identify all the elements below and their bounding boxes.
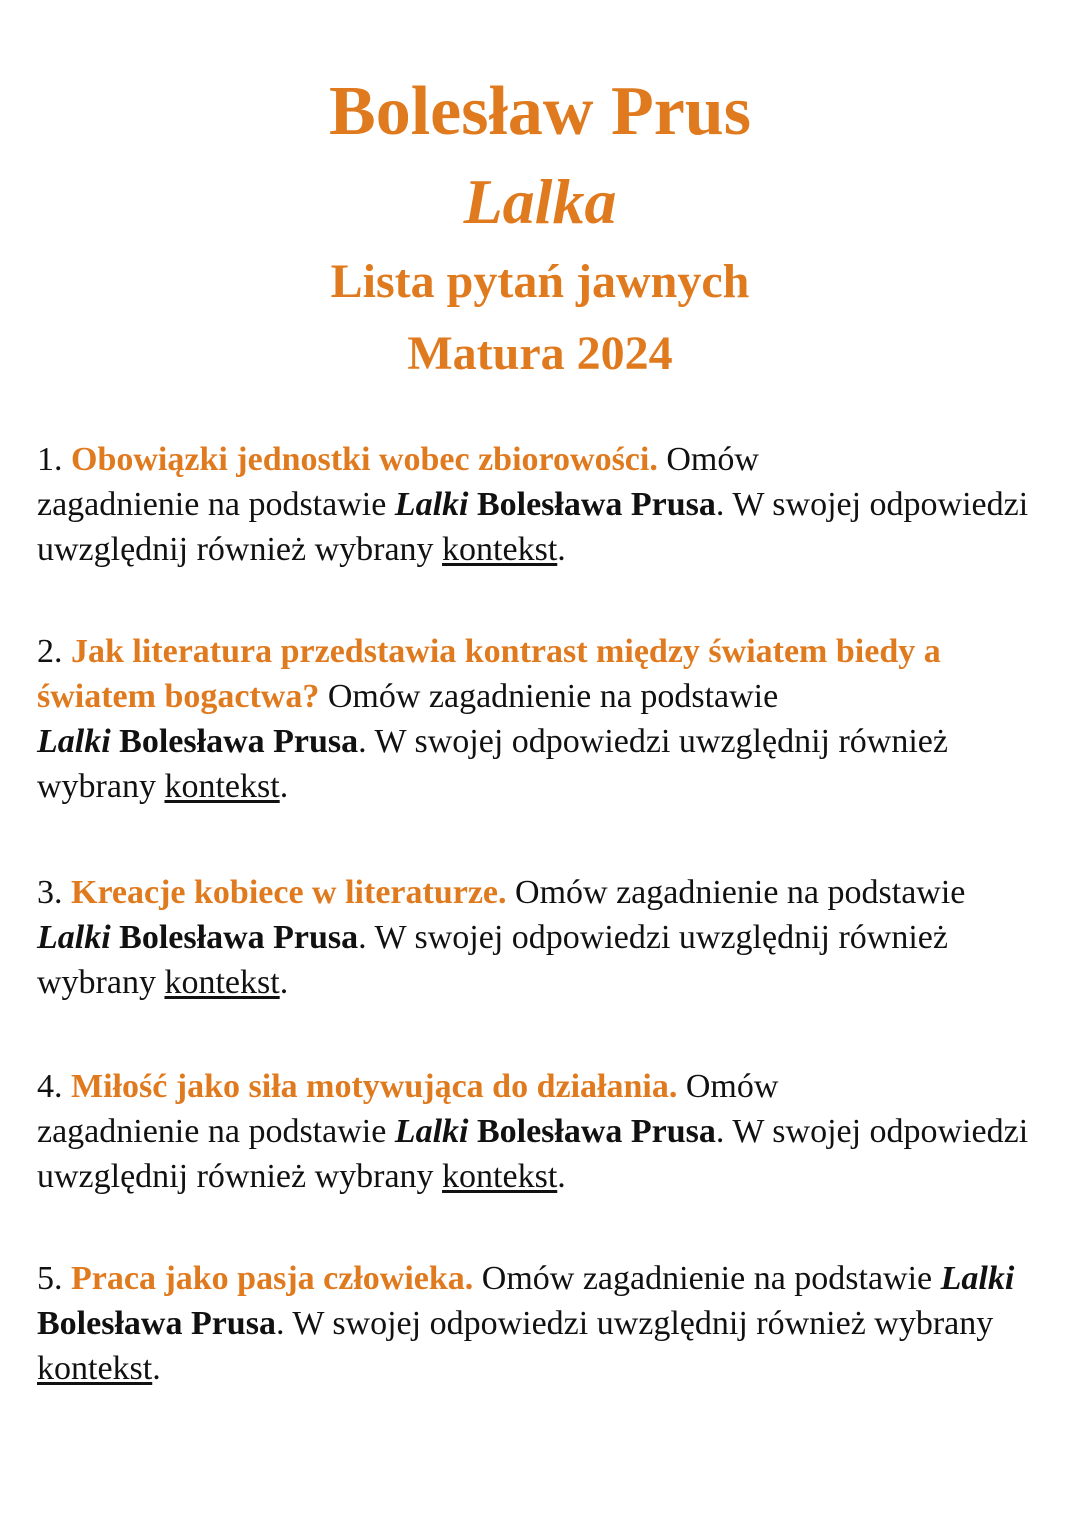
question-item: 3. Kreacje kobiece w literaturze. Omów zagadnienie na podstawie Lalki Bolesława Prusa. W swojej odpowiedzi uwzględnij również wybrany kontekst.: [37, 874, 966, 1001]
instruction-text: W swojej odpowiedzi uwzględnij również wybrany: [37, 486, 1029, 568]
context-link[interactable]: kontekst: [164, 964, 280, 1001]
context-link[interactable]: kontekst: [164, 768, 280, 805]
question-topic: Kreacje kobiece w literaturze.: [71, 874, 507, 911]
zagadnienie-text: zagadnienie na podstawie: [616, 874, 966, 911]
question-number: 5.: [37, 1260, 63, 1297]
book-title: Lalka: [463, 166, 617, 237]
omow-text: Omów: [481, 1260, 575, 1297]
author-name: Bolesława Prusa: [476, 1113, 716, 1150]
omow-text: Omów: [327, 678, 421, 715]
question-topic: Obowiązki jednostki wobec zbiorowości.: [71, 441, 658, 478]
context-link[interactable]: kontekst: [442, 531, 558, 568]
zagadnienie-text: zagadnienie na podstawie: [428, 678, 779, 715]
zagadnienie-text: zagadnienie na podstawie: [37, 1113, 387, 1150]
author-name: Bolesława Prusa: [37, 1305, 276, 1342]
context-link[interactable]: kontekst: [37, 1350, 153, 1387]
work-title: Lalki: [940, 1260, 1015, 1297]
question-number: 3.: [37, 874, 63, 911]
zagadnienie-text: zagadnienie na podstawie: [37, 486, 387, 523]
work-title: Lalki: [394, 486, 469, 523]
instruction-text: W swojej odpowiedzi uwzględnij również wybrany: [37, 1113, 1029, 1195]
question-item: 4. Miłość jako siła motywująca do działania. Omów zagadnienie na podstawie Lalki Bolesława Prusa. W swojej odpowiedzi uwzględnij również wybrany kontekst.: [37, 1068, 1029, 1195]
instruction-text: W swojej odpowiedzi uwzględnij również wybrany: [37, 723, 948, 805]
work-title: Lalki: [37, 919, 111, 956]
question-item: 5. Praca jako pasja człowieka. Omów zagadnienie na podstawie Lalki Bolesława Prusa. W swojej odpowiedzi uwzględnij również wybrany kontekst.: [37, 1260, 1015, 1387]
omow-text: Omów: [515, 874, 608, 911]
zagadnienie-text: zagadnienie na podstawie: [582, 1260, 933, 1297]
question-number: 4.: [37, 1068, 63, 1105]
question-item: 1. Obowiązki jednostki wobec zbiorowości. Omów zagadnienie na podstawie Lalki Bolesława Prusa. W swojej odpowiedzi uwzględnij również wybrany kontekst.: [37, 441, 1029, 568]
author-name: Bolesława Prusa: [119, 723, 359, 760]
omow-text: Omów: [685, 1068, 779, 1105]
context-link[interactable]: kontekst: [442, 1158, 558, 1195]
question-number: 2.: [37, 633, 63, 670]
exam-label: Matura 2024: [407, 327, 673, 380]
omow-text: Omów: [666, 441, 759, 478]
author-heading: Bolesław Prus: [329, 73, 751, 150]
question-item: 2. Jak literatura przedstawia kontrast między światem biedy a światem bogactwa? Omów zagadnienie na podstawie Lalki Bolesława Prusa. W swojej odpowiedzi uwzględnij również wybrany kontekst.: [37, 633, 948, 805]
question-number: 1.: [37, 441, 63, 478]
instruction-text: W swojej odpowiedzi uwzględnij również wybrany: [292, 1305, 994, 1342]
work-title: Lalki: [37, 723, 111, 760]
author-name: Bolesława Prusa: [119, 919, 359, 956]
question-topic: Praca jako pasja człowieka.: [71, 1260, 474, 1297]
author-name: Bolesława Prusa: [476, 486, 716, 523]
instruction-text: W swojej odpowiedzi uwzględnij również wybrany: [37, 919, 948, 1001]
subtitle: Lista pytań jawnych: [330, 255, 750, 308]
question-topic: Jak literatura przedstawia kontrast między światem biedy a światem bogactwa?: [37, 633, 941, 715]
work-title: Lalki: [394, 1113, 469, 1150]
question-topic: Miłość jako siła motywująca do działania.: [71, 1068, 678, 1105]
